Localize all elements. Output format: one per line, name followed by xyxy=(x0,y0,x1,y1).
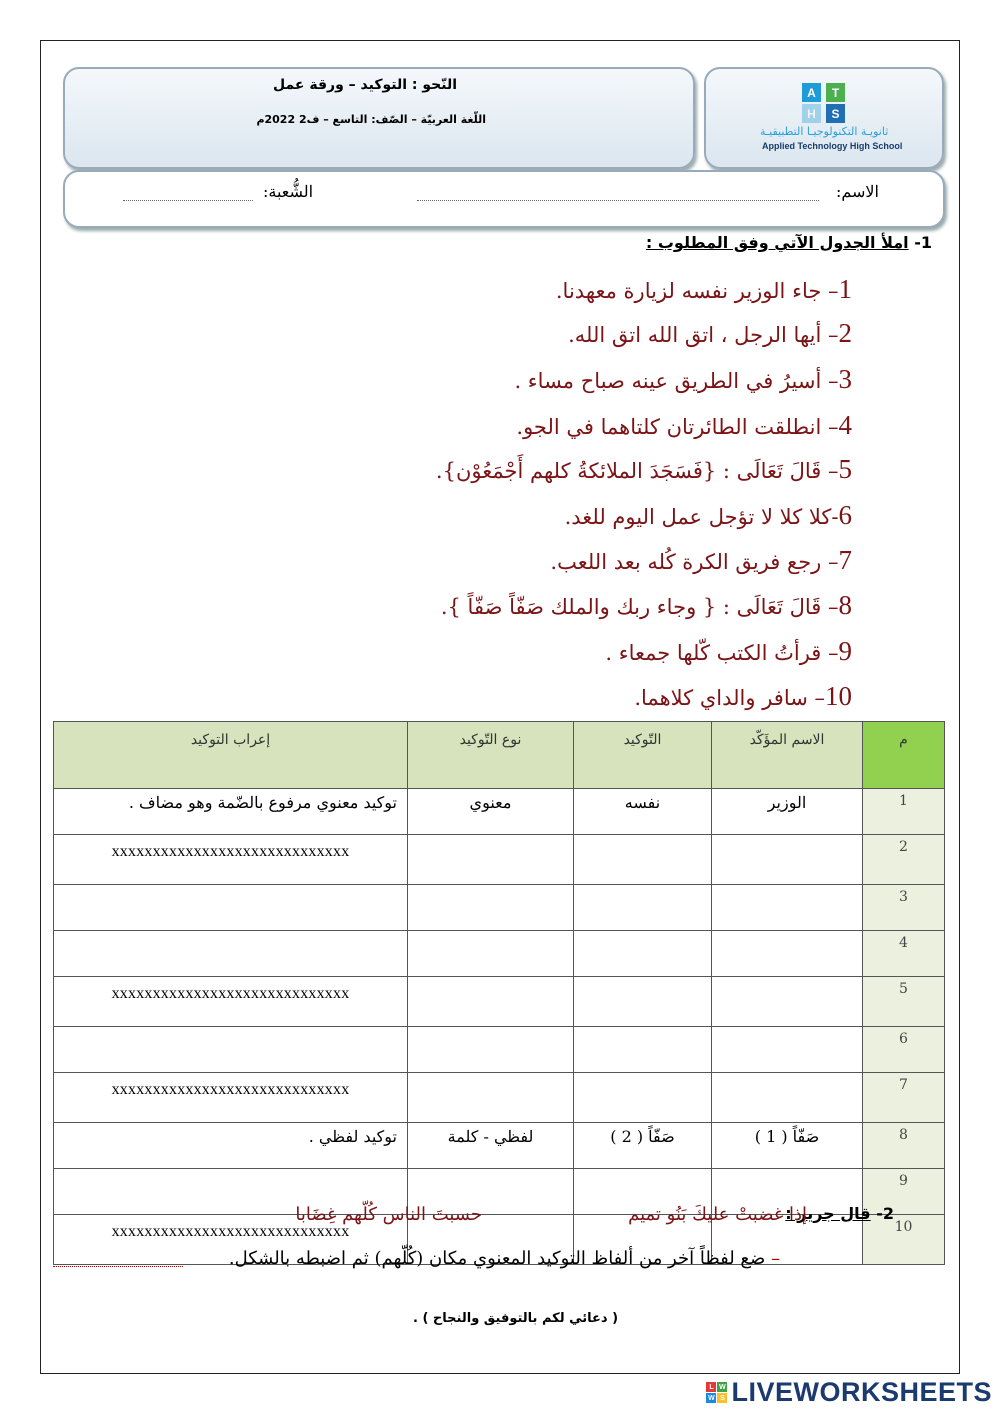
row-number: 9 xyxy=(863,1169,945,1215)
logo-tile-h: H xyxy=(802,104,821,123)
row-number: 3 xyxy=(863,885,945,931)
question1-number: 1- xyxy=(914,233,932,252)
sentence-text: – رجع فريق الكرة كُله بعد اللعب. xyxy=(550,550,839,574)
emphasis-cell[interactable] xyxy=(574,885,712,931)
parsing-cell[interactable] xyxy=(54,931,408,977)
name-label: الاسم: xyxy=(835,182,879,201)
emphasized-noun-cell[interactable] xyxy=(712,931,863,977)
row-number: 5 xyxy=(863,977,945,1027)
table-row xyxy=(54,1123,945,1169)
sentence-number: 6 xyxy=(838,500,852,530)
logo-tile-t: T xyxy=(826,83,845,102)
table-row xyxy=(54,1027,945,1073)
row-number: 4 xyxy=(863,931,945,977)
header-emphasized-noun: الاسم المؤَكّد xyxy=(712,722,863,789)
emphasized-noun-cell[interactable] xyxy=(712,885,863,931)
sentence-2 xyxy=(568,318,852,349)
sentence-number: 7 xyxy=(838,545,852,575)
table-row xyxy=(54,977,945,1027)
question2-number: 2- xyxy=(876,1204,894,1223)
parsing-cell: توكيد لفظي . xyxy=(54,1123,408,1169)
row-number: 6 xyxy=(863,1027,945,1073)
worksheet-subtitle: اللّغة العربيّة – الصّف: التاسع – ف2 2022م xyxy=(256,113,486,126)
icon-tile-s: S xyxy=(717,1393,727,1403)
liveworksheets-brand xyxy=(706,1377,992,1408)
question1-heading xyxy=(646,233,932,252)
parsing-cell: xxxxxxxxxxxxxxxxxxxxxxxxxxxxx xyxy=(54,977,408,1027)
table-row xyxy=(54,789,945,835)
school-logo-box xyxy=(704,67,944,169)
school-name-arabic: ثانويـة التكنولوجيـا التطبيقيـة xyxy=(760,125,889,138)
sentence-number: 3 xyxy=(838,364,852,394)
row-number: 8 xyxy=(863,1123,945,1169)
sentence-6 xyxy=(565,500,852,531)
table-row xyxy=(54,885,945,931)
row-number: 10 xyxy=(863,1215,945,1265)
sentence-number: 8 xyxy=(838,590,852,620)
emphasis-type-cell[interactable] xyxy=(408,1073,574,1123)
sentence-number: 2 xyxy=(838,318,852,348)
sentence-text: – انطلقت الطائرتان كلتاهما في الجو. xyxy=(516,415,839,439)
emphasis-type-cell[interactable] xyxy=(408,885,574,931)
parsing-cell: xxxxxxxxxxxxxxxxxxxxxxxxxxxxx xyxy=(54,1073,408,1123)
row-number: 7 xyxy=(863,1073,945,1123)
emphasized-noun-cell[interactable] xyxy=(712,835,863,885)
icon-tile-l: L xyxy=(706,1382,716,1392)
sentence-text: – قرأتُ الكتب كّلها جمعاء . xyxy=(605,641,839,665)
worksheet-title-box xyxy=(63,67,695,169)
emphasized-noun-cell[interactable] xyxy=(712,1027,863,1073)
task-text: ضع لفظاً آخر من ألفاظ التوكيد المعنوي مكان (كُلّهم) ثم اضبطه بالشكل. xyxy=(228,1248,766,1269)
emphasis-cell[interactable] xyxy=(574,835,712,885)
emphasis-type-cell: لفظي - كلمة xyxy=(408,1123,574,1169)
icon-tile-w2: W xyxy=(708,1394,715,1402)
parsing-cell[interactable] xyxy=(54,1027,408,1073)
task-dash: – xyxy=(771,1248,780,1269)
verse-first-hemistich: إذا غضبتْ عليكَ بَنُو تميم xyxy=(628,1204,807,1225)
sentence-text: – قَالَ تَعَالَى : {فَسَجَدَ الملائكةُ كلهم أَجْمَعُوْن}. xyxy=(435,459,839,483)
parsing-cell: xxxxxxxxxxxxxxxxxxxxxxxxxxxxx xyxy=(54,835,408,885)
emphasis-type-cell[interactable] xyxy=(408,835,574,885)
sentence-text: – جاء الوزير نفسه لزيارة معهدنا. xyxy=(555,279,839,303)
emphasis-type-cell[interactable] xyxy=(408,977,574,1027)
answer-table xyxy=(53,721,945,1265)
sentence-5 xyxy=(436,454,852,485)
worksheet-title: النّحو : التوكيد – ورقة عمل xyxy=(273,77,457,93)
sentence-text: – قَالَ تَعَالَى : { وجاء ربك والملك صَفّاً صَفّاً }. xyxy=(440,595,839,619)
emphasis-type-cell[interactable] xyxy=(408,931,574,977)
parsing-cell: xxxxxxxxxxxxxxxxxxxxxxxxxxxxx xyxy=(54,1215,408,1265)
sentence-3 xyxy=(514,364,852,395)
emphasis-cell: نفسه xyxy=(574,789,712,835)
sentence-number: 4 xyxy=(838,410,852,440)
question2-title: قال جرير : xyxy=(785,1204,871,1223)
sentence-10 xyxy=(634,681,852,712)
table-header-row xyxy=(54,722,945,789)
question2-task xyxy=(229,1248,780,1269)
school-name-english: Applied Technology High School xyxy=(762,141,903,151)
emphasis-type-cell[interactable] xyxy=(408,1027,574,1073)
sentence-number: 5 xyxy=(838,454,852,484)
row-number: 2 xyxy=(863,835,945,885)
parsing-cell: توكيد معنوي مرفوع بالضّمة وهو مضاف . xyxy=(54,789,408,835)
logo-tile-a: A xyxy=(802,83,821,102)
sentence-text: – أسيرُ في الطريق عينه صباح مساء . xyxy=(514,369,839,393)
answer-line[interactable] xyxy=(53,1266,183,1267)
question1-title: املأ الجدول الآتي وفق المطلوب : xyxy=(645,233,909,252)
verse-second-hemistich: حسبتَ الناس كُلّهم غِضَابا xyxy=(295,1204,482,1225)
sentence-number: 9 xyxy=(838,636,852,666)
sentence-number: 1 xyxy=(838,274,852,304)
emphasized-noun-cell: صَفّاً ( 1 ) xyxy=(712,1123,863,1169)
sentence-text: – سافر والداي كلاهما. xyxy=(634,686,825,710)
sentence-9 xyxy=(605,636,852,667)
sentence-7 xyxy=(550,545,852,576)
emphasis-cell: صَفّاً ( 2 ) xyxy=(574,1123,712,1169)
table-row xyxy=(54,931,945,977)
emphasized-noun-cell[interactable] xyxy=(712,977,863,1027)
emphasis-cell[interactable] xyxy=(574,1073,712,1123)
header-number: م xyxy=(863,722,945,789)
icon-tile-w1: W xyxy=(719,1383,726,1391)
sentence-number: 10 xyxy=(825,681,852,711)
sentence-text: – أيها الرجل ، اتق الله اتق الله. xyxy=(568,323,839,347)
emphasized-noun-cell: الوزير xyxy=(712,789,863,835)
row-number: 1 xyxy=(863,789,945,835)
sentence-1 xyxy=(556,274,852,305)
sentence-4 xyxy=(516,410,852,441)
emphasis-cell[interactable] xyxy=(574,977,712,1027)
table-body xyxy=(54,789,945,1265)
logo-tile-s: S xyxy=(826,104,845,123)
header-parsing: إعراب التوكيد xyxy=(54,722,408,789)
header-emphasis: التّوكيد xyxy=(574,722,712,789)
student-info-box xyxy=(63,170,945,228)
closing-note: ( دعائي لكم بالتوفيق والنجاح ) . xyxy=(413,1311,619,1326)
name-field[interactable] xyxy=(417,200,819,201)
emphasized-noun-cell[interactable] xyxy=(712,1073,863,1123)
liveworksheets-wordmark: LIVEWORKSHEETS xyxy=(731,1377,992,1407)
emphasis-type-cell: معنوي xyxy=(408,789,574,835)
table-row xyxy=(54,835,945,885)
emphasis-cell[interactable] xyxy=(574,1027,712,1073)
table-row xyxy=(54,1073,945,1123)
header-emphasis-type: نوع التّوكيد xyxy=(408,722,574,789)
sentence-text: -كلا كلا لا تؤجل عمل اليوم للغد. xyxy=(564,505,839,529)
section-label: الشُّعبة: xyxy=(263,182,314,201)
emphasis-cell[interactable] xyxy=(574,931,712,977)
sentence-8 xyxy=(441,590,852,621)
parsing-cell[interactable] xyxy=(54,885,408,931)
liveworksheets-icon xyxy=(706,1382,727,1403)
section-field[interactable] xyxy=(123,200,253,201)
